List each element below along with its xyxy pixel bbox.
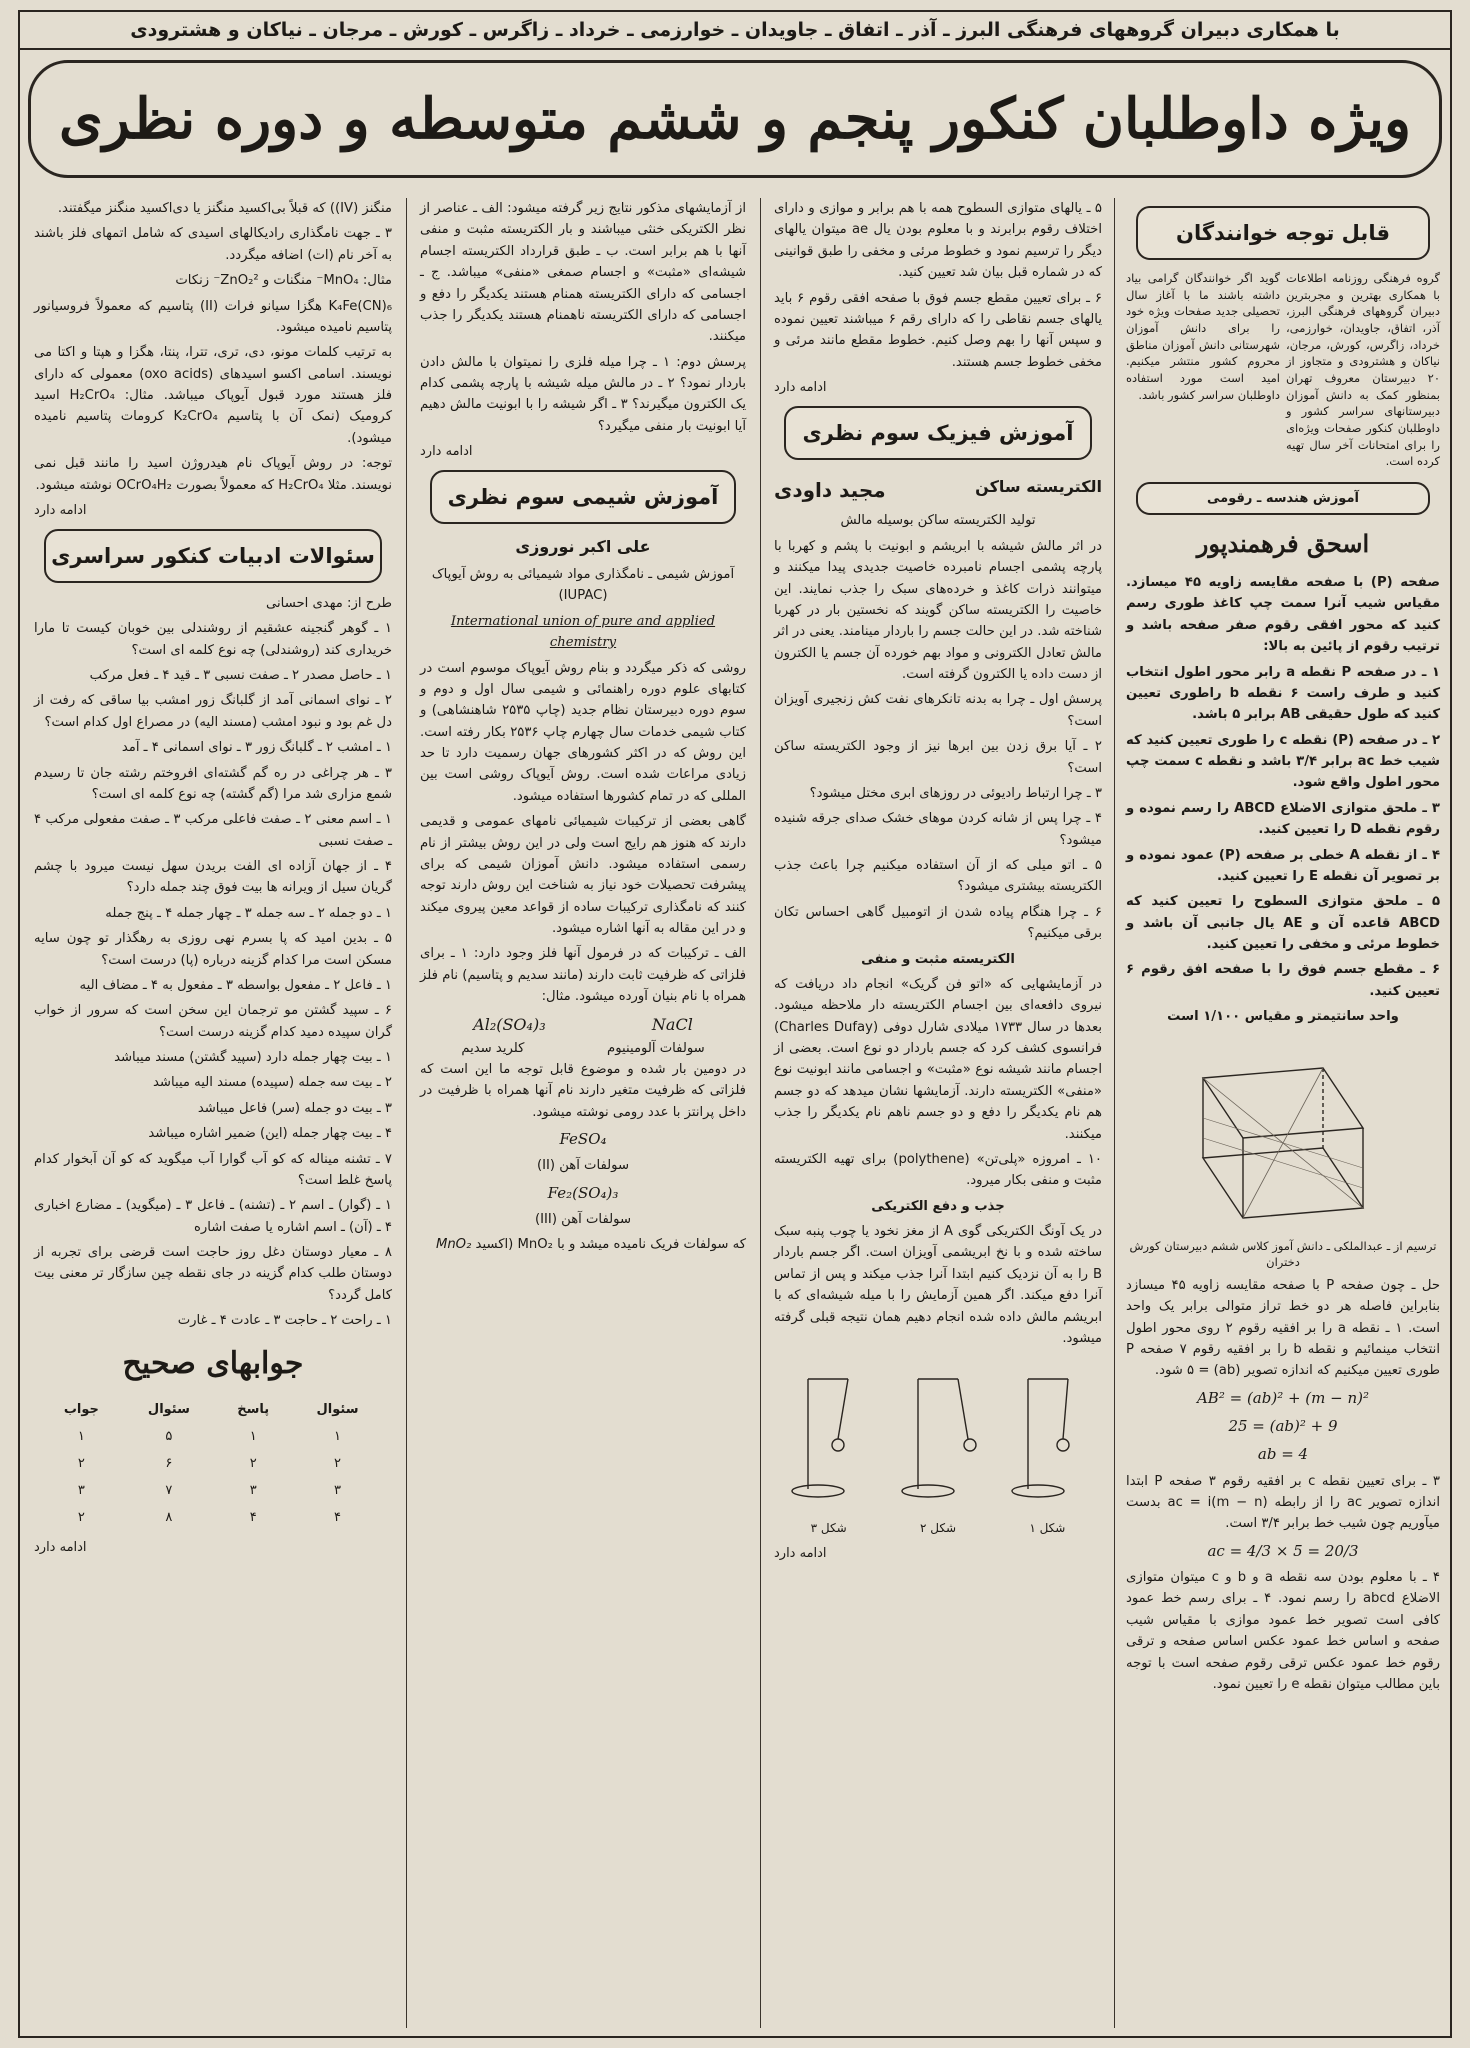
formula: Fe₂(SO₄)₃ (547, 1183, 619, 1202)
geometry-subtitle: آموزش هندسه ـ رقومی (1136, 482, 1430, 515)
quiz-heading: سئوالات ادبیات کنکور سراسری (44, 529, 382, 583)
table-cell: ۳ (334, 1483, 341, 1499)
physics-question: ۶ ـ چرا هنگام پیاده شدن از اتومبیل گاهی احساس تکان برقی میکنیم؟ (774, 904, 1102, 942)
table-row (41, 1504, 385, 1531)
table-cell: ۵ (165, 1429, 173, 1445)
table-cell: ۲ (77, 1456, 85, 1472)
formula: Al₂(SO₄)₃ (473, 1014, 546, 1034)
answers-table (41, 1396, 385, 1531)
continued-note: ادامه دارد (774, 380, 827, 395)
physics-author: مجید داودی (774, 478, 886, 503)
chemistry-body: روشی که ذکر میگردد و بنام روش آیوپاک موسوم است در کتابهای علوم دوره راهنمائی و شیمی سال اول و دوم و سوم دوره دبیرستان نظام جدید (چاپ ۲۵۳۵ شاهنشاهی) و کتاب شیمی خدمات سال چهارم چاپ ۲۵۳۶ بکار رفته است. این روش که در اکثر کشورهای جهان رسمیت دارد تا حد زیادی مراعات شده است. روش آیوپاک روشی است بین المللی که در تمام کشورها استفاده میشود. (420, 660, 746, 804)
chem-example: K₄Fe(CN)₆ هگزا سیانو فرات (II) پتاسیم که معمولاً فروسیانور پتاسیم نامیده میشود. (34, 298, 392, 335)
quiz-question: ۷ ـ تشنه میناله که کو آب گوارا آب میگوید که کو آن آبخوار کدام پاسخ غلط است؟ (34, 1151, 392, 1188)
quiz-question: ۳ ـ هر چراغی در ره گم گشته‌ای افروختم رشته جان تا رسیدم شمع مزاری شد مرا (گم گشته) چه نوع کلمه ای است؟ (34, 765, 392, 802)
table-header-row (41, 1396, 385, 1423)
parallelepiped-diagram (1183, 1038, 1383, 1228)
table-cell: ۲ (77, 1510, 85, 1526)
physics-question: ۴ ـ چرا پس از شانه کردن موهای خشک صدای جرقه شنیده میشود؟ (774, 811, 1102, 848)
table-header: پاسخ (237, 1402, 270, 1418)
physics-section2: الکتریسته مثبت و منفی (861, 951, 1015, 967)
column-divider (406, 198, 407, 2028)
table-cell: ۱ (334, 1429, 341, 1445)
table-cell: ۳ (77, 1483, 85, 1499)
table-cell: ۴ (249, 1510, 257, 1526)
table-cell: ۲ (249, 1456, 257, 1472)
unit-note: واحد سانتیمتر و مقیاس ۱/۱۰۰ است (1167, 1009, 1399, 1025)
chem-rule3: ۳ ـ جهت نامگذاری رادیکالهای اسیدی که شامل اتمهای فلز باشند به آخر نام (ات) اضافه میگردد. (34, 226, 392, 263)
physics-intro-b: ۶ ـ برای تعیین مقطع جسم فوق با صفحه افقی رقوم ۶ باید یالهای جسم نقاطی را که دارای رقم ۶ میباشند تعیین نموده و سپس آنها را بهم وصل کنیم. خطوط مقطع مانند مرئی و مخفی خطوط جسم هستند. (774, 290, 1102, 370)
chemistry-intro: از آزمایشهای مذکور نتایج زیر گرفته میشود: الف ـ عناصر از نظر الکتریکی خنثی میباشند و بار الکتریسته مثبت و منفی آنها با هم برابر است. ب ـ طبق قرارداد الکتریسته اجسام شیشه‌ای «مثبت» و اجسام صمغی «منفی» میباشد. ج ـ اجسامی که دارای الکتریسته همنام هستند یکدیگر را دفع و اجسامی که دارای الکتریسته ناهمنام هستند یکدیگر را جذب میکنند. (420, 201, 746, 345)
geometry-author: اسحق فرهمندپور (1196, 529, 1370, 559)
notice-heading: قابل توجه خوانندگان (1136, 206, 1430, 260)
physics-heading: آموزش فیزیک سوم نظری (784, 406, 1092, 460)
table-cell: ۶ (165, 1456, 173, 1472)
notice-text-b: گوید اگر خوانندگان گرامی بیاد داشته باشند ما با آغاز سال تحصیلی جدید صفحات ویژه خود را برای دانش آموزان شهرستانی دانش آموزان مناطق محروم کشور منتشر میکنیم. امید است مورد استفاده داوطلبان سراسر کشور باشد. (1126, 271, 1280, 402)
column-literature (26, 198, 400, 1558)
literature-intro: منگنز (IV)) که قبلاً بی‌اکسید منگنز یا دی‌اکسید منگنز میگفتند. (57, 201, 392, 216)
geometry-item: ۲ ـ در صفحه (P) نقطه c را طوری تعیین کنید که شیب خط ac برابر ۳/۴ باشد و نقطه c سمت چپ محور اطول واقع شود. (1126, 732, 1441, 791)
table-cell: ۷ (165, 1483, 173, 1499)
column-physics (766, 198, 1110, 1564)
figure-label: شکل ۱ (1029, 1521, 1066, 1536)
quiz-question: ۱ ـ امشب ۲ ـ گلبانگ زور ۳ ـ نوای اسمانی ۴ ـ آمد (121, 740, 392, 756)
formula: MnO₂ (435, 1237, 472, 1253)
chemistry-author: علی اکبر نوروزی (515, 537, 651, 557)
quiz-question: ۱ ـ (گوار) ـ اسم ۲ ـ (تشنه) ـ فاعل ۳ ـ (میگوید) ـ مضارع اخباری ۴ ـ (آن) ـ اسم اشاره یا صفت اشاره (34, 1198, 392, 1235)
physics-body: در اثر مالش شیشه با ابریشم و ابونیت با پشم و کهربا با پارچه پشمی اجسام نامبرده خاصیت جدیدی پیدا میکنند و میتوانند ذرات کاغذ و خرده‌های سبک را جذب نمایند. این خاصیت را الکتریسته ساکن گویند که نخستین بار در کهربا شناخته شد. در این حالت جسم را باردار مینامند. یعنی در اثر مالش تعادل الکترونی و مواد بهم خورده آن جسم یا الکترون از دست داده یا الکترون گرفته است. (774, 538, 1102, 683)
geometry-item: ۶ ـ مقطع جسم فوق را با صفحه افق رقوم ۶ تعیین کنید. (1126, 962, 1440, 999)
column-chemistry (412, 198, 754, 1260)
table-cell: ۸ (165, 1510, 173, 1526)
continued-note: ادامه دارد (420, 444, 473, 460)
newspaper-page (18, 10, 1452, 2038)
quiz-question: ۲ ـ نوای اسمانی آمد از گلبانگ زور امشب بیا ساقی که رفت از دل غم بود و نبود امشب (مسند الیه) در مصراع اول کدام است؟ (34, 693, 392, 730)
formula-name: سولفات آهن (III) (535, 1211, 631, 1227)
chemistry-rule1: الف ـ ترکیبات که در فرمول آنها فلز وجود دارد: ۱ ـ برای فلزاتی که ظرفیت ثابت دارند (مانند سدیم و پتاسیم) نام فلز همراه با نام بنیان آورده میشود. مثال: (420, 946, 746, 1005)
geometry-solution: حل ـ چون صفحه P با صفحه مقایسه زاویه ۴۵ میسازد بنابراین فاصله هر دو خط تراز متوالی برابر یک واحد است. ۱ ـ نقطه a را بر افقیه رقوم ۲ روی محور اطول انتخاب مینمائیم و نقطه b را بر افقیه رقوم ۷ صفحه P طوری تعیین میکنیم که اندازه تصویر (ab) = ۵ شود. (1126, 1277, 1441, 1379)
chemistry-end-note (420, 1234, 746, 1255)
table-cell: ۱ (77, 1429, 85, 1445)
table-row (41, 1450, 385, 1477)
quiz-question: ۳ ـ بیت دو جمله (سر) فاعل میباشد (197, 1100, 392, 1116)
quiz-question: ۱ ـ حاصل مصدر ۲ ـ صفت نسبی ۳ ـ قید ۴ ـ فعل مرکب (89, 668, 392, 684)
physics-question: ۳ ـ چرا ارتباط رادیوئی در روزهای ابری مختل میشود؟ (809, 785, 1102, 801)
formula: ac = 4/3 × 5 = 20/3 (1207, 1541, 1359, 1560)
table-row (41, 1477, 385, 1504)
drawing-credit: ترسیم از ـ عبدالملکی ـ دانش آموز کلاس ششم دبیرستان کورش دختران (1129, 1238, 1437, 1270)
geometry-solution-c: ۴ ـ با معلوم بودن سه نقطه a و b و c میتوان متوازی الاضلاع abcd را رسم نمود. ۴ ـ برای رسم خط عمود کافی است تصویر خط عمود موازی با مقیاس شیب صفحه و اساس خط عمود عکس اساس صفحه و ترقی رقوم خط عمود عکس ترقی رقوم صفحه است با توجه باین مطالب میتوان نقطه e را تعیین نمود. (1126, 1570, 1440, 1692)
iupac-fullname: International union of pure and applied chemistry (450, 613, 716, 651)
contributors-line: با همکاری دبیران گروههای فرهنگی البرز ـ آذر ـ اتفاق ـ جاویدان ـ خوارزمی ـ خرداد ـ زاگرس ـ کورش ـ مرجان ـ نیاکان و هشترودی (130, 19, 1340, 41)
geometry-solution-b: ۳ ـ برای تعیین نقطه c بر افقیه رقوم ۳ صفحه P ابتدا اندازه تصویر ac را از رابطه ac = i(m − n) بدست میآوریم چون شیب خط برابر ۳/۴ است. (1126, 1473, 1440, 1532)
contributors-bar (20, 12, 1450, 50)
quiz-question: ۱ ـ فاعل ۲ ـ مفعول بواسطه ۳ ـ مفعول به ۴ ـ مضاف الیه (79, 977, 392, 993)
quiz-question: ۶ ـ سپید گشتن مو ترجمان این سخن است که سرور از خواب گران سپیده دمید کدام گزینه درست است؟ (34, 1003, 392, 1040)
notice-text-a: گروه فرهنگی روزنامه اطلاعات با همکاری بهترین و مجربترین دبیران گروههای فرهنگی البرز، آذر، اتفاق، جاویدان، خوارزمی، خرداد، زاگرس، کورش، مرجان، نیاکان و هشترودی و متجاوز از ۲۰ دبیرستان معروف تهران بمنظور کمک به دانش آموزان دبیرستانهای سراسر کشور و داوطلبان کنکور صفحات ویژه‌ای را برای امتحانات آخر سال تهیه کرده است. (1286, 271, 1440, 469)
physics-question: ۱۰ ـ امروزه «پلی‌تن» (polythene) برای تهیه الکتریسته مثبت و منفی بکار میرود. (774, 1151, 1102, 1189)
quiz-question: ۱ ـ اسم معنی ۲ ـ صفت فاعلی مرکب ۳ ـ صفت مفعولی مرکب ۴ ـ صفت نسبی (34, 812, 392, 849)
physics-question: ۵ ـ اتو میلی که از آن استفاده میکنیم چرا باعث جذب الکتریسته بیشتری میشود؟ (774, 858, 1102, 895)
formula: ab = 4 (1257, 1445, 1309, 1464)
answers-heading: جوابهای صحیح (122, 1345, 304, 1381)
physics-body3: در یک آونگ الکتریکی گوی A از مغز نخود یا چوب پنبه سبک ساخته شده و با نخ ابریشمی آویزان است. اگر جسم باردار B را به آن نزدیک کنیم ابتدا آنرا جذب میکند و پس از تماس آنرا دفع میکند. اگر همین آزمایش را با میله شیشه‌ای که با ابریشم مالش داده شده انجام دهیم همان نتیجه قبلی گرفته میشود. (774, 1224, 1102, 1346)
physics-intro: ۵ ـ یالهای متوازی السطوح همه با هم برابر و موازی و دارای اختلاف رقوم برابرند و با معلوم بودن یال ae میتوان یالهای دیگر را ترسیم نمود و خطوط مرئی و مخفی را طبق قوانینی که در شماره قبل بیان شد تعیین کنید. (774, 201, 1102, 281)
formula-name: کلرید سدیم (461, 1040, 525, 1056)
geometry-item: ۱ ـ در صفحه P نقطه a رابر محور اطول انتخاب کنید و طرف راست ۶ نقطه b راطوری تعیین کنید که طول حقیقی AB برابر ۵ باشد. (1126, 664, 1440, 723)
chem-note: توجه: در روش آیوپاک نام هیدروژن اسید را مانند قبل نمی نویسند. مثلا H₂CrO₄ که معمولاً بصورت OCrO₄H₂ نوشته میشود. (34, 456, 392, 493)
quiz-question: ۱ ـ بیت چهار جمله دارد (سپید گشتن) مسند میباشد (114, 1050, 392, 1066)
physics-section: الکتریسته ساکن (975, 477, 1102, 497)
column-geometry (1120, 198, 1446, 1699)
pendulum-diagram (778, 1359, 1098, 1509)
formula-name: سولفات آهن (II) (536, 1158, 630, 1174)
table-cell: ۳ (249, 1483, 257, 1499)
table-cell: ۴ (334, 1510, 341, 1526)
table-row (41, 1423, 385, 1450)
table-header: جواب (63, 1402, 99, 1418)
geometry-item: ۵ ـ ملحق متوازی السطوح را تعیین کنید که ABCD قاعده آن و AE یال جانبی آن باشد و خطوط مرئی و مخفی را تعیین کنید. (1126, 894, 1440, 952)
quiz-question: ۴ ـ از جهان آزاده ای الفت بریدن سهل نیست میرود با چشم گریان سیل از ویرانه ها بیت فوق چند جمله دارد؟ (34, 859, 392, 896)
figure-label: شکل ۲ (919, 1521, 957, 1536)
chemistry-heading: آموزش شیمی سوم نظری (430, 470, 736, 524)
quiz-author: طرح از: مهدی احسانی (266, 595, 392, 611)
chemistry-body3: در دومین بار شده و موضوع قابل توجه ما این است که فلزاتی که ظرفیت متغیر دارند نام آنها همراه با ظرفیت در داخل پرانتز با عدد رومی نوشته میشود. (420, 1061, 746, 1120)
physics-subsection: تولید الکتریسته ساکن بوسیله مالش (840, 513, 1036, 529)
chemistry-body2: گاهی بعضی از ترکیبات شیمیائی نامهای عمومی و قدیمی دارند که هنوز هم رایج است ولی در این روش بیشتر از نام رسمی استفاده میشود. دانش آموزان شیمی که برای پیشرفت تحصیلات خود نیاز به شناخت این روش دارند توجه کنند که نامگذاری ترکیبات ساده از قواعد معین پیروی میکند و در این مقاله به آنها اشاره میشود. (420, 814, 746, 937)
formula: AB² = (ab)² + (m − n)² (1196, 1388, 1370, 1407)
physics-body2: در آزمایشهایی که «اتو فن گریک» انجام داد دریافت که نیروی دافعه‌ای بین اجسام الکتریسته دار ملاحظه میشود. بعدها در سال ۱۷۳۳ میلادی شارل دوفی (Charles Dufay) فرانسوی کشف کرد که جسم باردار دو نوع است. بعضی از اجسام مانند شیشه نوع «مثبت» و اجسامی مانند ابونیت نوع «منفی» الکتریسته دارند. آزمایشها نشان میدهد که دو جسم هم نام یکدیگر را دفع و دو جسم ناهم نام یکدیگر را جذب میکنند. (774, 976, 1102, 1142)
table-cell: ۲ (334, 1456, 341, 1472)
quiz-question: ۱ ـ گوهر گنجینه عشقیم از روشندلی بین خوبان کیست تا مارا خریداری کند (روشندلی) چه نوع کلمه ای است؟ (34, 621, 392, 658)
column-divider (1114, 198, 1115, 2028)
formula: 25 = (ab)² + 9 (1228, 1417, 1338, 1436)
page-title: ویژه داوطلبان کنکور پنجم و ششم متوسطه و دوره نظری (59, 86, 1411, 152)
quiz-question: ۵ ـ بدین امید که پا بسرم نهی روزی به رهگذار تو چون سایه مسکن است مرا کدام گزینه درباره (پا) درست است؟ (34, 931, 392, 968)
chemistry-end-text: که سولفات فریک نامیده میشد و با MnO₂ (اکسید (475, 1237, 746, 1253)
figure-label: شکل ۳ (810, 1521, 847, 1536)
formula: NaCl (651, 1014, 693, 1034)
continued-note: ادامه دارد (774, 1545, 827, 1561)
table-header: سئوال (316, 1402, 359, 1418)
formula-name: سولفات آلومینیوم (607, 1040, 705, 1056)
table-cell: ۱ (249, 1429, 257, 1445)
quiz-question: ۸ ـ معیار دوستان دغل روز حاجت است قرضی برای تجربه از دوستان طلب کدام گزینه در جای نقطه چین سازگار تر معنی بیت کامل گردد؟ (34, 1245, 392, 1303)
physics-section3: جذب و دفع الکتریکی (871, 1198, 1005, 1214)
quiz-question: ۴ ـ بیت چهار جمله (این) ضمیر اشاره میباشد (148, 1126, 392, 1142)
quiz-question: ۱ ـ دو جمله ۲ ـ سه جمله ۳ ـ چهار جمله ۴ ـ پنج جمله (105, 905, 392, 921)
continued-note: ادامه دارد (34, 502, 87, 518)
table-header: سئوال (147, 1402, 190, 1418)
chem-example: مثال: MnO₄⁻ منگنات و ZnO₂²⁻ زنکات (175, 273, 392, 289)
chemistry-topic: آموزش شیمی ـ نامگذاری مواد شیمیائی به روش آیوپاک (IUPAC) (431, 567, 735, 604)
physics-question: ۲ ـ آیا برق زدن بین ابرها نیز از وجود الکتریسته ساکن است؟ (774, 739, 1102, 776)
geometry-problem: صفحه (P) با صفحه مقایسه زاویه ۴۵ میسازد. مقیاس شیب آنرا سمت چپ کاغذ طوری رسم کنید که محور افقی رقوم صفر صفحه باشد و ترتیب رقوم از پائین به بالا: (1126, 575, 1440, 655)
quiz-question: ۱ ـ راحت ۲ ـ حاجت ۳ ـ عادت ۴ ـ غارت (177, 1313, 392, 1329)
physics-question: پرسش اول ـ چرا به بدنه تانکرهای نفت کش زنجیری آویزان است؟ (774, 692, 1102, 729)
continued-note: ادامه دارد (34, 1540, 87, 1556)
chem-body: به ترتیب کلمات مونو، دی، تری، تترا، پنتا، هگزا و هپتا و اکتا می نویسند. اسامی اکسو اسیدهای (oxo acids) معمولی که دارای فلز هستند مورد قبول آیوپاک میباشد. مثال: H₂CrO₄ اسید کرومیک (نمک آن با پتاسیم K₂CrO₄ کرومات پتاسیم نامیده میشود). (34, 345, 393, 446)
geometry-item: ۴ ـ از نقطه A خطی بر صفحه (P) عمود نموده و بر تصویر آن نقطه E را تعیین کنید. (1126, 847, 1440, 884)
formula: FeSO₄ (559, 1130, 607, 1148)
quiz-questions (34, 618, 392, 1331)
column-divider (760, 198, 761, 2028)
geometry-item: ۳ ـ ملحق متوازی الاضلاع ABCD را رسم نموده و رقوم نقطه D را تعیین کنید. (1126, 800, 1440, 838)
chemistry-questions: پرسش دوم: ۱ ـ چرا میله فلزی را نمیتوان با مالش دادن باردار نمود؟ ۲ ـ در مالش میله شیشه با پارچه پشمی کدام یک الکترون میگیرند؟ ۳ ـ اگر شیشه را با ابونیت مالش دهیم آیا ابونیت بار منفی میگیرد؟ (420, 354, 746, 434)
quiz-question: ۲ ـ بیت سه جمله (سپیده) مسند الیه میباشد (152, 1075, 392, 1091)
page-title-banner (28, 60, 1442, 178)
